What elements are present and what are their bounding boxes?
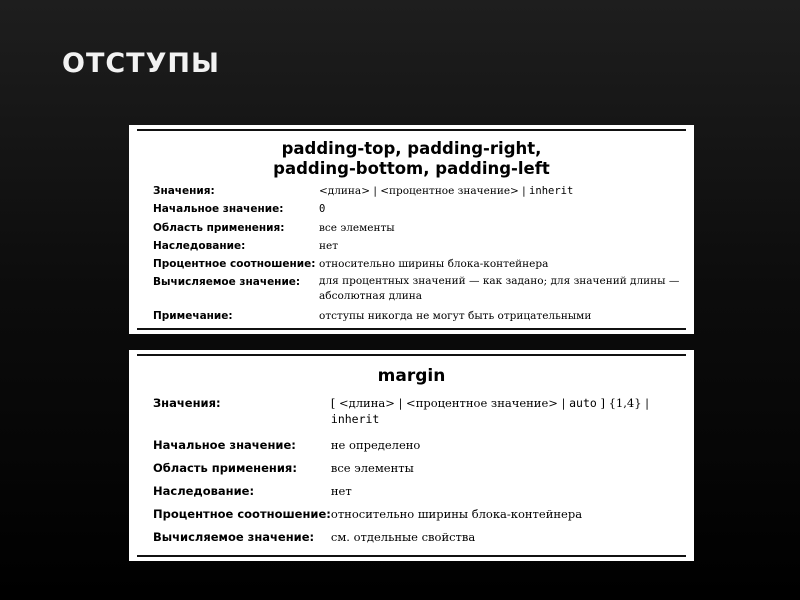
row-value: нет (319, 239, 339, 252)
row-label: Процентное соотношение: (153, 258, 316, 271)
row-label: Вычисляемое значение: (153, 276, 301, 289)
row-label: Начальное значение: (153, 203, 284, 216)
table-row (141, 200, 682, 218)
table-row (141, 392, 682, 434)
margin-property-card (129, 350, 694, 561)
row-label: Область применения: (153, 221, 285, 234)
row-value: все элементы (330, 461, 414, 475)
table-row (141, 457, 682, 480)
row-value: 0 (319, 203, 326, 216)
row-label: Наследование: (153, 239, 246, 252)
table-row (141, 503, 682, 526)
margin-properties-table (141, 392, 682, 549)
row-value: относительно ширины блока-контейнера (330, 507, 583, 521)
row-value: <длина> | <процентное значение> | inherit (319, 185, 574, 197)
row-value: см. отдельные свойства (330, 530, 476, 544)
table-row (141, 307, 682, 325)
table-row (141, 526, 682, 549)
slide-title: ОТСТУПЫ (62, 48, 220, 79)
row-label: Начальное значение: (153, 438, 296, 452)
row-value: отступы никогда не могут быть отрицательными (319, 310, 592, 323)
row-value: нет (330, 484, 352, 498)
row-label: Примечание: (153, 310, 233, 323)
row-label: Значения: (153, 185, 215, 197)
row-value: все элементы (319, 221, 395, 234)
table-row (141, 434, 682, 457)
padding-properties-table (141, 182, 682, 326)
table-row (141, 237, 682, 255)
table-row (141, 480, 682, 503)
row-value: не определено (330, 438, 421, 452)
padding-card-title-line1: padding-top, padding-right, (281, 139, 542, 158)
row-label: Вычисляемое значение: (153, 530, 315, 544)
row-value: [ <длина> | <процентное значение> | auto ] {1,4} | inherit (330, 396, 650, 426)
row-value: для процентных значений — как задано; для значений длины — абсолютная длина (319, 275, 680, 303)
padding-property-card (129, 125, 694, 334)
table-row (141, 273, 682, 307)
row-label: Наследование: (153, 484, 255, 498)
margin-card-title: margin (377, 366, 446, 386)
row-value: относительно ширины блока-контейнера (319, 258, 549, 271)
row-label: Процентное соотношение: (153, 507, 331, 521)
table-row (141, 182, 682, 200)
table-row (141, 219, 682, 237)
row-label: Область применения: (153, 461, 297, 475)
padding-card-title-line2: padding-bottom, padding-left (273, 159, 550, 178)
row-label: Значения: (153, 396, 221, 410)
padding-card-title (141, 131, 682, 179)
table-row (141, 255, 682, 273)
